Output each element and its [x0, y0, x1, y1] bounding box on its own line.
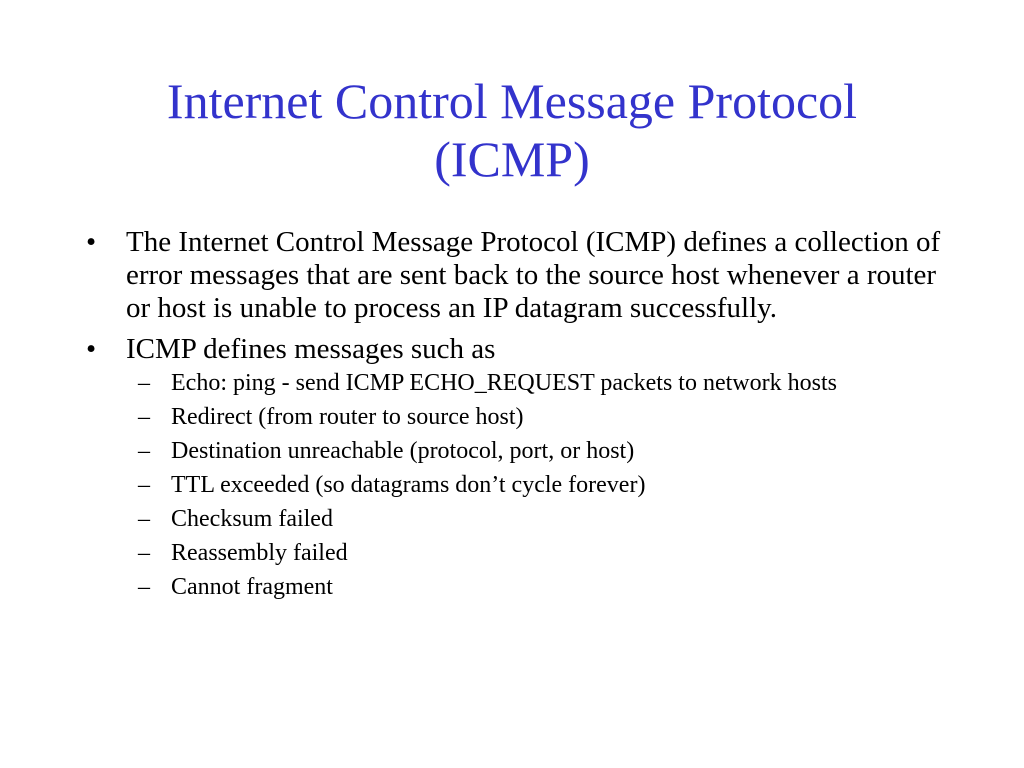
slide-title-line-2: (ICMP)	[434, 131, 590, 187]
sub-bullet-list	[126, 370, 944, 600]
bullet-text: The Internet Control Message Protocol (ICMP) defines a collection of error messages that are sent back to the source host whenever a router or host is unable to process an IP datagram successfully.	[126, 226, 941, 324]
slide-body	[84, 226, 944, 608]
sub-item-cannot-fragment	[126, 574, 944, 600]
slide-title	[60, 72, 964, 188]
sub-item-echo	[126, 370, 944, 396]
dash-marker: –	[138, 370, 150, 396]
slide-title-line-1: Internet Control Message Protocol	[166, 73, 858, 129]
sub-item-reassembly-failed	[126, 540, 944, 566]
bullet-item-icmp-messages	[84, 333, 944, 600]
dash-marker: –	[138, 472, 150, 498]
sub-item-destination-unreachable	[126, 438, 944, 464]
sub-item-text: Echo: ping - send ICMP ECHO_REQUEST packets to network hosts	[171, 370, 837, 396]
bullet-marker: •	[86, 226, 97, 258]
sub-item-text: Cannot fragment	[171, 574, 333, 600]
sub-item-text: Checksum failed	[171, 506, 333, 532]
dash-marker: –	[138, 574, 150, 600]
dash-marker: –	[138, 540, 150, 566]
dash-marker: –	[138, 506, 150, 532]
bullet-list	[84, 226, 944, 600]
sub-item-ttl-exceeded	[126, 472, 944, 498]
sub-item-text: Redirect (from router to source host)	[171, 404, 524, 430]
sub-item-text: Destination unreachable (protocol, port, or host)	[171, 438, 635, 464]
sub-item-checksum-failed	[126, 506, 944, 532]
bullet-item-icmp-definition	[84, 226, 944, 325]
dash-marker: –	[138, 404, 150, 430]
bullet-text: ICMP defines messages such as	[126, 333, 496, 365]
bullet-marker: •	[86, 333, 97, 365]
sub-item-text: Reassembly failed	[171, 540, 348, 566]
sub-item-redirect	[126, 404, 944, 430]
sub-item-text: TTL exceeded (so datagrams don’t cycle forever)	[171, 472, 646, 498]
dash-marker: –	[138, 438, 150, 464]
